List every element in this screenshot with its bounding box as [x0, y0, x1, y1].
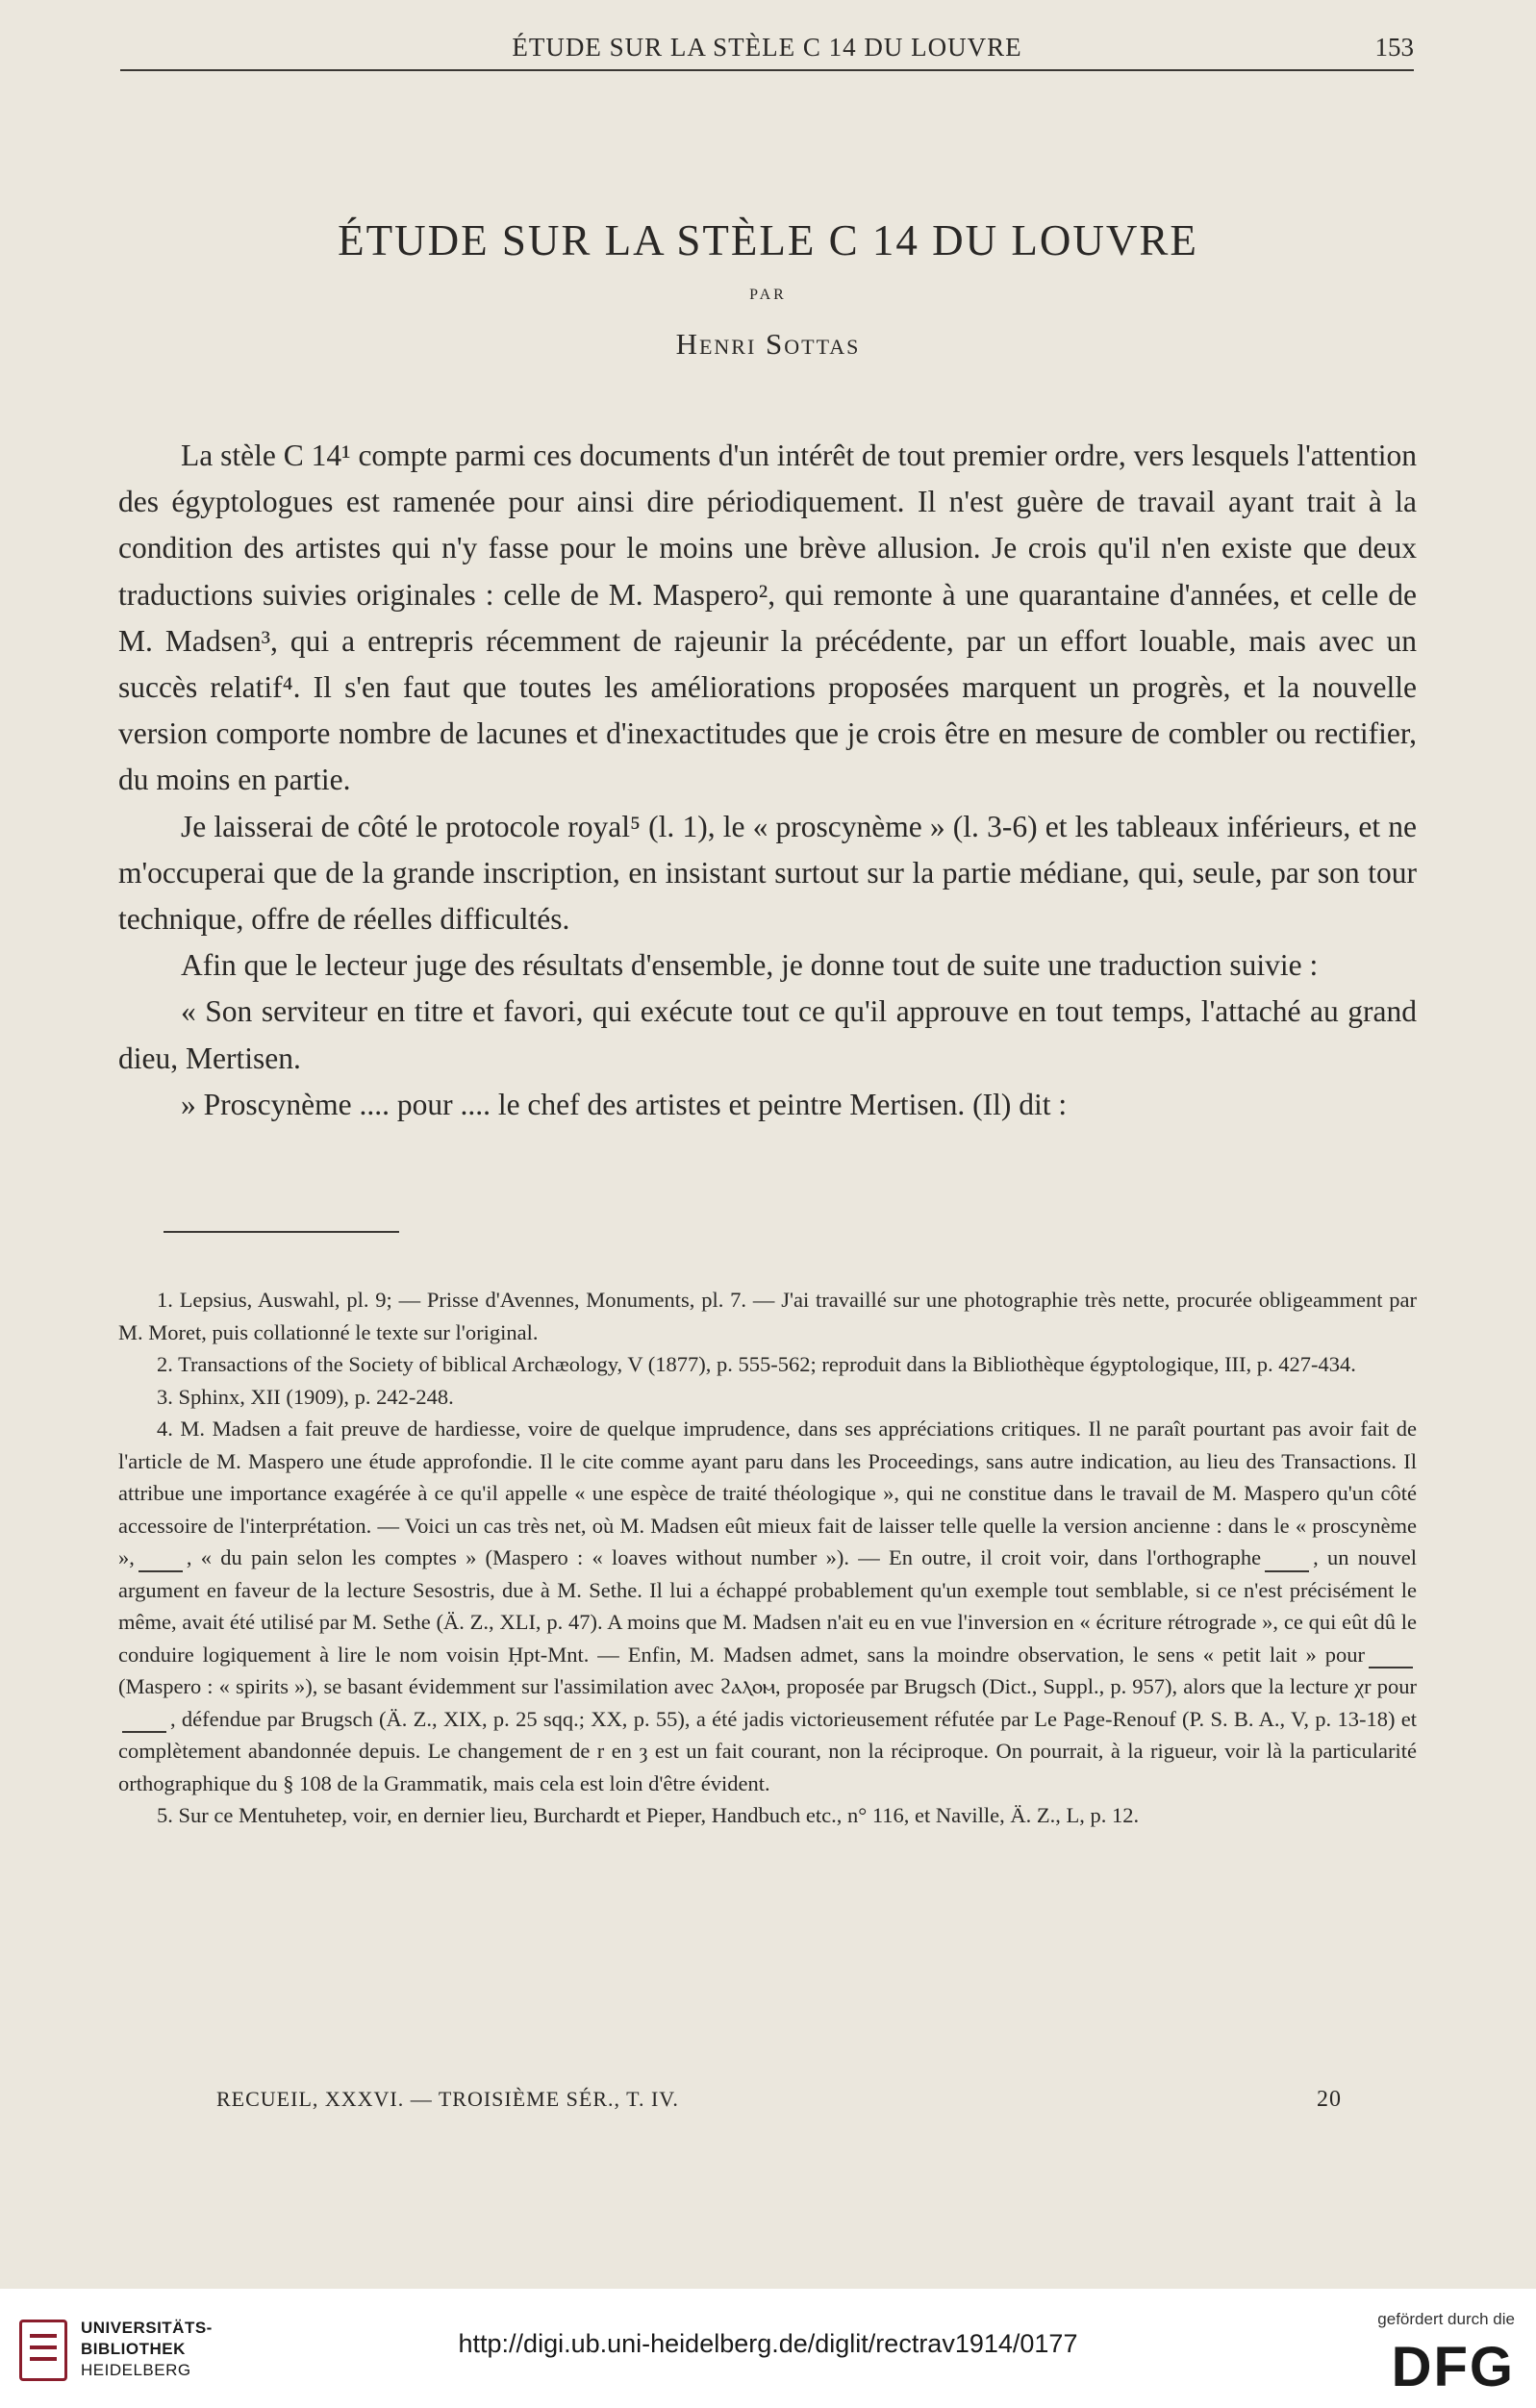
footnote-4-part: , un nouvel argument en faveur de la lecture Sesostris, due à M. Sethe. Il lui a échappé probablement qu'un exemple tout semblable, si ce n'est précisément le même, avait été utilisé par M. Sethe (Ä. Z., XLI, p. 47). A moins que M. Madsen n'ait eu en vue l'inversion en « écriture rétrograde », ce qui eût dû le conduire logiquement à lire le nom voisin Ḥpt-Mnt. — Enfin, M. Madsen admet, sans la moindre observation, le sens « petit lait » pour: [118, 1545, 1417, 1667]
footnote-rule: [164, 1231, 399, 1233]
digitization-banner: [0, 2289, 1536, 2408]
page-number: 153: [1374, 33, 1414, 62]
hieroglyph-group-icon: [122, 1708, 166, 1733]
body-text: [118, 433, 1417, 1128]
footnote-4: [118, 1413, 1417, 1799]
footnote-4-part: 4. M. Madsen a fait preuve de hardiesse, voire de quelque imprudence, dans ses appréciations critiques. Il ne paraît pourtant pas avoir fait de l'article de M. Maspero une étude approfondie. Il le cite comme ayant paru dans les Proceedings, sans autre indication, au lieu des Transactions. Il attribue une importance exagérée à ce qu'il appelle « une espèce de traité théologique », qui ne constitue dans le travail de M. Maspero qu'un côté accessoire de l'interprétation. — Voici un cas très net, où M. Madsen eût mieux fait de laisser telle quelle la version ancienne : dans le « proscynème »,: [118, 1417, 1417, 1569]
byline-par: PAR: [749, 287, 787, 303]
sponsor-text: gefördert durch die: [1377, 2310, 1515, 2328]
footnote-5: 5. Sur ce Mentuhetep, voir, en dernier lieu, Burchardt et Pieper, Handbuch etc., n° 116, et Naville, Ä. Z., L, p. 12.: [157, 1803, 1140, 1827]
footer-signature: 20: [1317, 2087, 1342, 2112]
footnote-4-part: , « du pain selon les comptes » (Maspero : « loaves without number »). — En outre, il croit voir, dans l'orthographe: [186, 1545, 1262, 1569]
hieroglyph-group-icon: [1369, 1643, 1413, 1668]
footnote-2: 2. Transactions of the Society of biblical Archæology, V (1877), p. 555-562; reproduit dans la Bibliothèque égyptologique, III, p. 427-434.: [157, 1352, 1356, 1376]
article-title: ÉTUDE SUR LA STÈLE C 14 DU LOUVRE: [338, 216, 1198, 264]
footnotes: [118, 1284, 1417, 1832]
footnote-3: 3. Sphinx, XII (1909), p. 242-248.: [157, 1384, 454, 1409]
paragraph: La stèle C 14¹ compte parmi ces documents d'un intérêt de tout premier ordre, vers lesquels l'attention des égyptologues est ramenée pour ainsi dire périodiquement. Il n'est guère de travail ayant trait à la condition des artistes qui n'y fasse pour le moins une brève allusion. Je crois qu'il n'en existe que deux traductions suivies originales : celle de M. Maspero², qui remonte à une quarantaine d'années, et celle de M. Madsen³, qui a entrepris récemment de rajeunir la précédente, par un effort louable, mais avec un succès relatif⁴. Il s'en faut que toutes les améliorations proposées marquent un progrès, et la nouvelle version comporte nombre de lacunes et d'inexactitudes que je crois être en mesure de combler ou rectifier, du moins en partie.: [118, 439, 1417, 797]
footer-journal: RECUEIL, XXXVI. — TROISIÈME SÉR., T. IV.: [216, 2087, 679, 2111]
library-name-line: BIBLIOTHEK: [81, 2340, 186, 2358]
library-name-line: HEIDELBERG: [81, 2361, 191, 2379]
footnote-4-part: (Maspero : « spirits »), se basant évidemment sur l'assimilation avec ϩⲁⲗⲟⲙ, proposée par Brugsch (Dict., Suppl., p. 957), alors que la lecture χr pour: [118, 1674, 1417, 1698]
dfg-logo: DFG: [1391, 2336, 1515, 2398]
paragraph: « Son serviteur en titre et favori, qui exécute tout ce qu'il approuve en tout temps, l'attaché au grand dieu, Mertisen.: [118, 994, 1417, 1075]
hieroglyph-group-icon: [1265, 1547, 1309, 1572]
page-footer: [216, 2087, 1342, 2116]
footnote-4-part: , défendue par Brugsch (Ä. Z., XIX, p. 25 sqq.; XX, p. 55), a été jadis victorieusement réfutée par Le Page-Renouf (P. S. B. A., V, p. 13-18) et complètement abandonnée depuis. Le changement de r en ȝ est un fait courant, non la réciproque. On pourrait, à la rigueur, voir là la particularité orthographique du § 108 de la Grammatik, mais cela est loin d'être évident.: [118, 1706, 1417, 1795]
paragraph: » Proscynème .... pour .... le chef des artistes et peintre Mertisen. (Il) dit :: [181, 1087, 1068, 1121]
footnote-1: 1. Lepsius, Auswahl, pl. 9; — Prisse d'Avennes, Monuments, pl. 7. — J'ai travaillé sur une photographie très nette, procurée obligeamment par M. Moret, puis collationné le texte sur l'original.: [118, 1288, 1417, 1344]
hieroglyph-group-icon: [138, 1547, 183, 1572]
running-title: ÉTUDE SUR LA STÈLE C 14 DU LOUVRE: [512, 33, 1022, 62]
author-name: Henri Sottas: [675, 327, 861, 361]
running-head: [120, 27, 1414, 71]
paragraph: Afin que le lecteur juge des résultats d'ensemble, je donne tout de suite une traduction suivie :: [181, 948, 1319, 983]
source-url-link[interactable]: http://digi.ub.uni-heidelberg.de/diglit/rectrav1914/0177: [458, 2329, 1078, 2358]
library-name-line: UNIVERSITÄTS-: [81, 2319, 213, 2337]
paragraph: Je laisserai de côté le protocole royal⁵ (l. 1), le « proscynème » (l. 3-6) et les tableaux inférieurs, et ne m'occuperai que de la grande inscription, en insistant surtout sur la partie médiane, qui, seule, par son tour technique, offre de réelles difficultés.: [118, 809, 1417, 937]
